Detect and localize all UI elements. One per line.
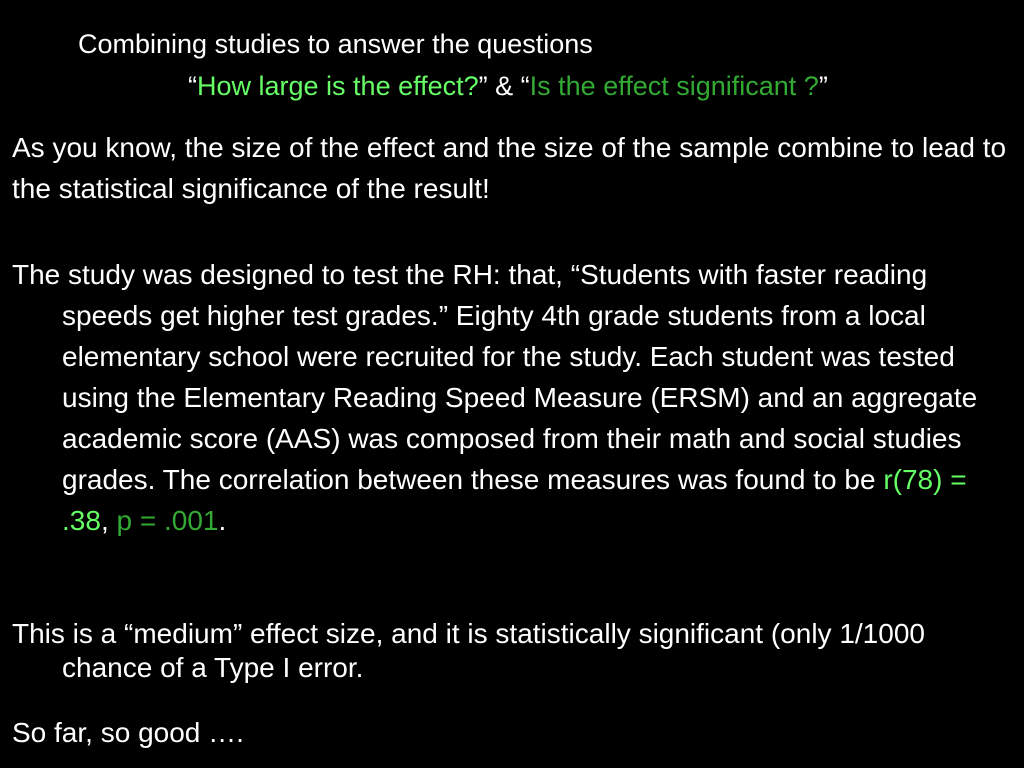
slide-title bbox=[78, 28, 593, 60]
title-open-quote: “ bbox=[188, 71, 197, 101]
title-close-quote: ” bbox=[818, 71, 828, 101]
paragraph-study-description bbox=[12, 254, 1012, 541]
question-significance: Is the effect significant ? bbox=[529, 71, 819, 101]
paragraph-medium-effect: This is a “medium” effect size, and it is statistically significant (only 1/1000 chance of a Type I error. bbox=[12, 618, 925, 683]
correlation-r-value: r(78) = .38 bbox=[62, 464, 967, 536]
question-effect-size: How large is the effect? bbox=[197, 71, 479, 101]
slide-subtitle-questions bbox=[188, 70, 828, 102]
value-separator: , bbox=[100, 505, 117, 536]
paragraph-so-far-so-good: So far, so good …. bbox=[12, 717, 244, 748]
title-close-and-amp: ” & “ bbox=[478, 71, 530, 101]
title-line1-text: Combining studies to answer the questions bbox=[78, 29, 593, 59]
paragraph-effect-and-sample: As you know, the size of the effect and the size of the sample combine to lead to the statistical significance of the result! bbox=[12, 132, 1007, 204]
sentence-end: . bbox=[218, 505, 227, 536]
study-description-text: The study was designed to test the RH: that, “Students with faster reading speeds get higher test grades.” Eighty 4th grade students from a local elementary school were recruited for the study. Each student was tested using the Elementary Reading Speed Measure (ERSM) and an aggregate academic score (AAS) was composed from their math and social studies grades. The correlation between these measures was found to be bbox=[12, 259, 978, 495]
correlation-p-value: p = .001 bbox=[116, 505, 219, 536]
